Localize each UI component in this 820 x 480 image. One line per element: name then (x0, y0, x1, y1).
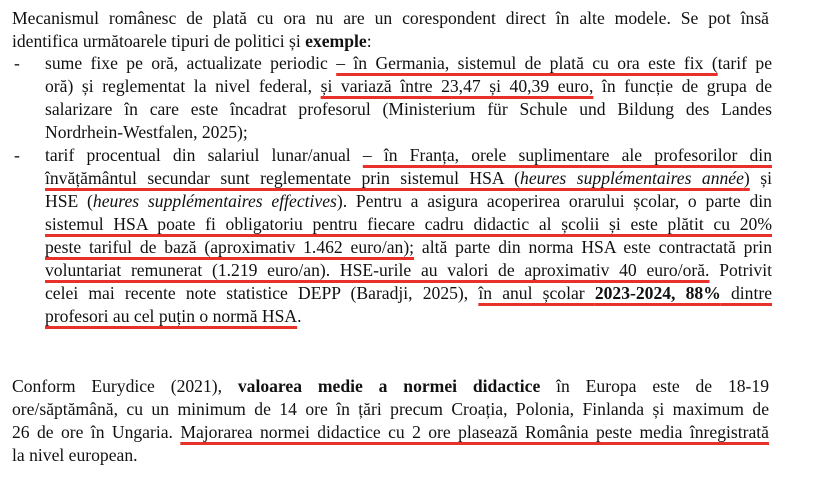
intro-line-2: identifica următoarele tipuri de politici și exemple: (12, 31, 372, 51)
para-2-line-1: Conform Eurydice (2021), valoarea medie a normei didactice în Europa este de 18-19 (12, 376, 770, 396)
bullet-2-line-7: celei mai recente note statistice DEPP (Baradji, 2025), în anul școlar 2023-2024, 88% dintre (45, 283, 773, 303)
highlight-base-rate: peste tariful de bază (aproximativ 1.462 euro/an); (45, 237, 415, 257)
bullet-2-line-6: voluntariat remunerat (1.219 euro/an). HSE-urile au valori de aproximativ 40 euro/oră. Potrivit (45, 260, 772, 280)
highlight-hsa-share: profesori au cel puțin o normă HSA (45, 306, 298, 326)
highlight-voluntary: voluntariat remunerat (1.219 euro/an). HSE-urile au valori de aproximativ 40 euro/oră. (45, 260, 710, 280)
highlight-range: și variază între 23,47 și 40,39 euro, (320, 76, 594, 96)
bullet-2-line-3: HSE (heures supplémentaires effectives). Pentru a asigura acoperirea orarului școlar, o parte din (45, 191, 772, 211)
bullet-dash: - (14, 145, 20, 165)
highlight-france: – în Franța, orele suplimentare ale profesorilor din (362, 145, 772, 165)
para-2-line-4: la nivel european. (12, 445, 138, 465)
bullet-dash: - (14, 53, 20, 73)
bullet-1-line-4: Nordrhein-Westfalen, 2025); (45, 122, 248, 142)
bullet-2-line-2: învățământul secundar sunt reglementate prin sistemul HSA (heures supplémentaires année) și (45, 168, 772, 188)
bullet-2-line-1: tarif procentual din salariul lunar/anual – în Franța, orele suplimentare ale profesorilor din (45, 145, 772, 165)
para-2-line-3: 26 de ore în Ungaria. Majorarea normei didactice cu 2 ore plasează România peste media înregistrată (12, 422, 769, 442)
highlight-germany: – în Germania, sistemul de plată cu ora este fix ( (336, 53, 718, 73)
highlight-mandatory: sistemul HSA poate fi obligatoriu pentru fiecare cadru didactic al școlii și este plătit cu 20% (45, 214, 772, 234)
bullet-1-line-3: salarizare în care este încadrat profesorul (Ministerium für Schule und Bildung des Landes (45, 99, 772, 119)
highlight-romania: Majorarea normei didactice cu 2 ore plasează România peste media înregistrată (180, 422, 769, 442)
bullet-1-line-1: sume fixe pe oră, actualizate periodic – în Germania, sistemul de plată cu ora este fix (tarif pe (45, 53, 773, 73)
bullet-2-line-8: profesori au cel puțin o normă HSA. (45, 306, 302, 326)
bullet-1-line-2: oră) și reglementat la nivel federal, și variază între 23,47 și 40,39 euro, în funcție de grupa de (45, 76, 773, 96)
bullet-2-line-4 (45, 213, 772, 235)
intro-line-1: Mecanismul românesc de plată cu ora nu are un corespondent direct în alte modele. Se pot însă (12, 8, 769, 28)
bullet-2-line-5: peste tariful de bază (aproximativ 1.462 euro/an); altă parte din norma HSA este contractată prin (45, 237, 772, 257)
para-2-line-2: ore/săptămână, cu un minimum de 14 ore în țări precum Croația, Polonia, Finlanda și maximum de (12, 399, 769, 419)
highlight-school-year: în anul școlar 2023-2024, 88% dintre (478, 283, 773, 303)
emphasis-norma: valoarea medie a normei didactice (237, 376, 541, 396)
emphasis-exemple: exemple (305, 31, 367, 51)
highlight-hsa: învățământul secundar sunt reglementate prin sistemul HSA (heures supplémentaires année) (45, 168, 750, 188)
